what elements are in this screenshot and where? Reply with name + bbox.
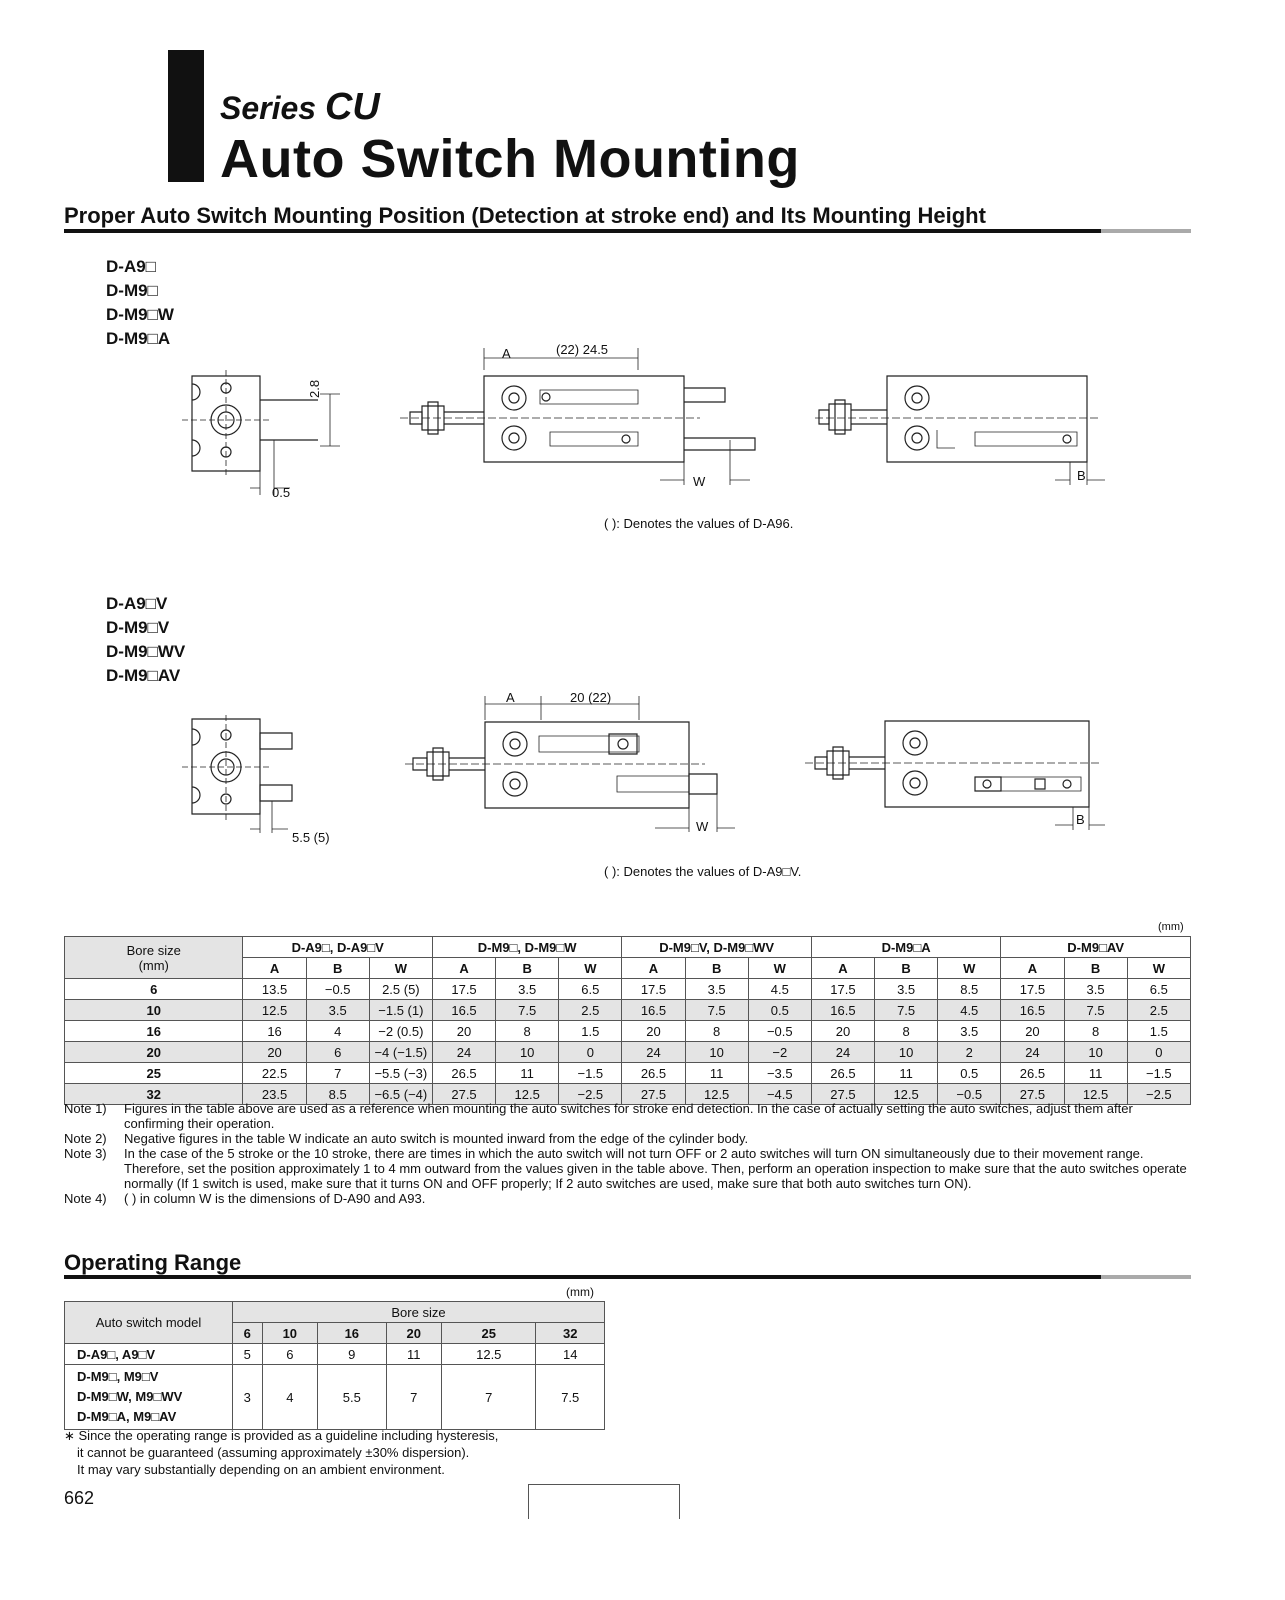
caption-note-1: ( ): Denotes the values of D-A96. [604, 516, 794, 531]
bore-cell: 6 [65, 979, 243, 1000]
value-cell: 8.5 [938, 979, 1001, 1000]
column-header: A [1001, 958, 1064, 979]
value-cell: 20 [811, 1021, 874, 1042]
value-cell: −1.5 [559, 1063, 622, 1084]
page-title: Auto Switch Mounting [220, 129, 800, 189]
value-cell: 2.5 [559, 1000, 622, 1021]
section-heading-operating-range: Operating Range [64, 1250, 242, 1275]
value-cell: 12.5 [685, 1084, 748, 1105]
value-cell: 7.5 [685, 1000, 748, 1021]
note [64, 1101, 1191, 1131]
dim-label-w: W [693, 474, 706, 489]
value-cell: 6 [262, 1344, 318, 1365]
operating-range-footnote [64, 1427, 498, 1478]
value-cell: 6 [306, 1042, 369, 1063]
table-row [65, 1042, 1191, 1063]
value-cell: 12.5 [496, 1084, 559, 1105]
operating-range-table [64, 1301, 605, 1430]
value-cell: −2.5 [1127, 1084, 1190, 1105]
table-row [65, 1063, 1191, 1084]
value-cell: 7.5 [496, 1000, 559, 1021]
value-cell: 7.5 [875, 1000, 938, 1021]
value-cell: 7 [442, 1365, 536, 1430]
end-view-drawing-1 [180, 370, 360, 505]
note-label: Note 3) [64, 1146, 107, 1161]
group-header: D-A9□, D-A9□V [243, 937, 432, 958]
value-cell: 7 [386, 1365, 442, 1430]
value-cell: −6.5 (−4) [369, 1084, 432, 1105]
value-cell: 16.5 [1001, 1000, 1064, 1021]
bore-cell: 16 [65, 1021, 243, 1042]
bore-cell: 25 [442, 1323, 536, 1344]
value-cell: 0 [1127, 1042, 1190, 1063]
value-cell: −5.5 (−3) [369, 1063, 432, 1084]
table-row [65, 979, 1191, 1000]
value-cell: 9 [318, 1344, 386, 1365]
switch-model-list-2 [106, 592, 185, 688]
value-cell: 12.5 [875, 1084, 938, 1105]
series-label: Series CU [220, 86, 380, 128]
model-cell: D-A9□, A9□V [65, 1344, 233, 1365]
note [64, 1131, 1191, 1146]
value-cell: 17.5 [622, 979, 685, 1000]
value-cell: 16.5 [622, 1000, 685, 1021]
note-label: Note 2) [64, 1131, 107, 1146]
model-label: D-M9□W [106, 305, 174, 324]
value-cell: −1.5 (1) [369, 1000, 432, 1021]
column-header: B [1064, 958, 1127, 979]
bore-cell: 20 [386, 1323, 442, 1344]
bore-size-header: Bore size [233, 1302, 605, 1323]
note-label: Note 1) [64, 1101, 107, 1116]
value-cell: 11 [386, 1344, 442, 1365]
value-cell: 11 [685, 1063, 748, 1084]
value-cell: −0.5 [306, 979, 369, 1000]
value-cell: −0.5 [938, 1084, 1001, 1105]
group-header: D-M9□A [811, 937, 1000, 958]
side-view-drawing-1 [400, 340, 770, 495]
dim-label-offset: 0.5 [272, 485, 291, 500]
value-cell: 26.5 [811, 1063, 874, 1084]
column-header: B [306, 958, 369, 979]
model-label: D-M9□V [106, 618, 170, 637]
column-header: A [432, 958, 495, 979]
value-cell: 4.5 [938, 1000, 1001, 1021]
value-cell: 13.5 [243, 979, 306, 1000]
value-cell: 24 [811, 1042, 874, 1063]
value-cell: 14 [536, 1344, 605, 1365]
value-cell: 11 [875, 1063, 938, 1084]
footnote-line: it cannot be guaranteed (assuming approximately ±30% dispersion). [77, 1445, 470, 1460]
bore-cell: 10 [262, 1323, 318, 1344]
value-cell: −0.5 [748, 1021, 811, 1042]
value-cell: −2 [748, 1042, 811, 1063]
value-cell: 6.5 [559, 979, 622, 1000]
dim-label-w: W [696, 819, 709, 834]
value-cell: 17.5 [811, 979, 874, 1000]
group-header: D-M9□AV [1001, 937, 1191, 958]
title-bar-decoration [168, 50, 204, 182]
group-header: D-M9□V, D-M9□WV [622, 937, 811, 958]
model-label: D-M9□WV [106, 642, 186, 661]
value-cell: −1.5 [1127, 1063, 1190, 1084]
value-cell: 3.5 [496, 979, 559, 1000]
value-cell: 11 [496, 1063, 559, 1084]
notes-block [64, 1101, 1191, 1206]
value-cell: 16 [243, 1021, 306, 1042]
value-cell: 10 [685, 1042, 748, 1063]
value-cell: 4 [306, 1021, 369, 1042]
value-cell: 0.5 [748, 1000, 811, 1021]
model-label: D-M9□, M9□V [77, 1369, 159, 1384]
value-cell: 26.5 [1001, 1063, 1064, 1084]
switch-model-list-1 [106, 255, 174, 351]
value-cell: 23.5 [243, 1084, 306, 1105]
value-cell: 20 [622, 1021, 685, 1042]
value-cell: 7 [306, 1063, 369, 1084]
note-text: ( ) in column W is the dimensions of D-A90 and A93. [124, 1191, 426, 1206]
value-cell: 24 [622, 1042, 685, 1063]
value-cell: 2.5 [1127, 1000, 1190, 1021]
value-cell: −3.5 [748, 1063, 811, 1084]
value-cell: 22.5 [243, 1063, 306, 1084]
bore-size-header: Bore size (mm) [65, 937, 243, 979]
value-cell: 10 [496, 1042, 559, 1063]
value-cell: 24 [432, 1042, 495, 1063]
value-cell: 8 [496, 1021, 559, 1042]
value-cell: −2 (0.5) [369, 1021, 432, 1042]
column-header: A [243, 958, 306, 979]
value-cell: 7.5 [1064, 1000, 1127, 1021]
value-cell: 12.5 [442, 1344, 536, 1365]
value-cell: 11 [1064, 1063, 1127, 1084]
model-header: Auto switch model [65, 1302, 233, 1344]
page-number: 662 [64, 1488, 95, 1508]
value-cell: 26.5 [432, 1063, 495, 1084]
value-cell: −4 (−1.5) [369, 1042, 432, 1063]
table-row [65, 1344, 605, 1365]
value-cell: 8.5 [306, 1084, 369, 1105]
value-cell: 3 [233, 1365, 263, 1430]
value-cell: 27.5 [622, 1084, 685, 1105]
value-cell: 3.5 [685, 979, 748, 1000]
end-view-drawing-2 [180, 715, 340, 835]
bore-cell: 32 [536, 1323, 605, 1344]
table-unit-label: (mm) [566, 1285, 594, 1299]
note-text: In the case of the 5 stroke or the 10 stroke, there are times in which the auto switch will not turn OFF or 2 auto switches will turn ON simultaneously due to their movement range. Therefore, set the position approximately 1 to 4 mm outward from the values given in the table above. Then, perform an operation inspection to make sure that the auto switches operate normally (If 1 switch is used, make sure that it turns ON and OFF properly; If 2 auto switches are used, make sure that both auto switches turn ON). [124, 1146, 1187, 1191]
note [64, 1146, 1191, 1191]
value-cell: 2.5 (5) [369, 979, 432, 1000]
model-label: D-M9□AV [106, 666, 181, 685]
value-cell: 12.5 [1064, 1084, 1127, 1105]
side-view-alt-drawing-1 [815, 370, 1105, 495]
column-header: B [496, 958, 559, 979]
column-header: B [685, 958, 748, 979]
value-cell: −4.5 [748, 1084, 811, 1105]
section-rule [64, 229, 1191, 233]
series-name: CU [324, 86, 380, 128]
value-cell: 3.5 [938, 1021, 1001, 1042]
value-cell: 3.5 [875, 979, 938, 1000]
value-cell: 20 [1001, 1021, 1064, 1042]
dim-label-a: A [506, 690, 515, 705]
bore-cell: 10 [65, 1000, 243, 1021]
group-header: D-M9□, D-M9□W [432, 937, 621, 958]
value-cell: 8 [1064, 1021, 1127, 1042]
value-cell: 12.5 [243, 1000, 306, 1021]
table-row [65, 1365, 605, 1430]
value-cell: 5 [233, 1344, 263, 1365]
value-cell: 4 [262, 1365, 318, 1430]
footnote-line: It may vary substantially depending on an ambient environment. [77, 1462, 445, 1477]
value-cell: 27.5 [811, 1084, 874, 1105]
mounting-position-table [64, 936, 1191, 1105]
dim-label-stroke: (22) 24.5 [556, 342, 609, 357]
model-label: D-M9□A [106, 329, 171, 348]
dim-label-stroke: 20 (22) [570, 690, 612, 705]
value-cell: 0 [559, 1042, 622, 1063]
column-header: W [938, 958, 1001, 979]
column-header: W [559, 958, 622, 979]
note [64, 1191, 1191, 1206]
bore-cell: 25 [65, 1063, 243, 1084]
value-cell: 4.5 [748, 979, 811, 1000]
side-view-drawing-2 [405, 690, 745, 840]
value-cell: 26.5 [622, 1063, 685, 1084]
table-row [65, 1021, 1191, 1042]
value-cell: 27.5 [432, 1084, 495, 1105]
footnote-line: ∗ Since the operating range is provided as a guideline including hysteresis, [64, 1428, 499, 1443]
column-header: A [811, 958, 874, 979]
column-header: B [875, 958, 938, 979]
model-label: D-M9□W, M9□WV [77, 1389, 183, 1404]
value-cell: 3.5 [1064, 979, 1127, 1000]
value-cell: 17.5 [1001, 979, 1064, 1000]
section-rule [64, 1275, 1191, 1279]
value-cell: 8 [685, 1021, 748, 1042]
model-label: D-M9□ [106, 281, 158, 300]
bore-cell: 16 [318, 1323, 386, 1344]
value-cell: 8 [875, 1021, 938, 1042]
side-view-alt-drawing-2 [805, 715, 1105, 835]
column-header: A [622, 958, 685, 979]
value-cell: 0.5 [938, 1063, 1001, 1084]
note-label: Note 4) [64, 1191, 107, 1206]
value-cell: 20 [243, 1042, 306, 1063]
value-cell: 10 [875, 1042, 938, 1063]
note-text: Negative figures in the table W indicate an auto switch is mounted inward from the edge of the cylinder body. [124, 1131, 749, 1146]
bore-cell: 20 [65, 1042, 243, 1063]
table-row [65, 1000, 1191, 1021]
value-cell: 2 [938, 1042, 1001, 1063]
column-header: W [1127, 958, 1190, 979]
value-cell: 1.5 [559, 1021, 622, 1042]
caption-note-2: ( ): Denotes the values of D-A9□V. [604, 864, 802, 879]
value-cell: 16.5 [432, 1000, 495, 1021]
dim-label-offset: 5.5 (5) [292, 830, 330, 845]
value-cell: −2.5 [559, 1084, 622, 1105]
table-unit-label: (mm) [1158, 921, 1184, 933]
column-header: W [748, 958, 811, 979]
value-cell: 10 [1064, 1042, 1127, 1063]
value-cell: 6.5 [1127, 979, 1190, 1000]
model-label: D-A9□ [106, 257, 156, 276]
value-cell: 20 [432, 1021, 495, 1042]
value-cell: 17.5 [432, 979, 495, 1000]
model-label: D-M9□A, M9□AV [77, 1409, 177, 1424]
model-cell [65, 1365, 233, 1430]
dim-label-b: B [1076, 812, 1085, 827]
value-cell: 16.5 [811, 1000, 874, 1021]
bore-cell: 32 [65, 1084, 243, 1105]
section-heading-mounting-position: Proper Auto Switch Mounting Position (Detection at stroke end) and Its Mounting Height [64, 203, 986, 228]
note-text: Figures in the table above are used as a reference when mounting the auto switches for stroke end detection. In the case of actually setting the auto switches, adjust them after confirming their operation. [124, 1101, 1133, 1131]
value-cell: 5.5 [318, 1365, 386, 1430]
value-cell: 27.5 [1001, 1084, 1064, 1105]
model-label: D-A9□V [106, 594, 168, 613]
value-cell: 1.5 [1127, 1021, 1190, 1042]
value-cell: 7.5 [536, 1365, 605, 1430]
dim-label-b: B [1077, 468, 1086, 483]
dim-label-a: A [502, 346, 511, 361]
bore-cell: 6 [233, 1323, 263, 1344]
dim-label-height: 2.8 [307, 379, 322, 398]
value-cell: 3.5 [306, 1000, 369, 1021]
column-header: W [369, 958, 432, 979]
footer-box [528, 1484, 680, 1519]
value-cell: 24 [1001, 1042, 1064, 1063]
